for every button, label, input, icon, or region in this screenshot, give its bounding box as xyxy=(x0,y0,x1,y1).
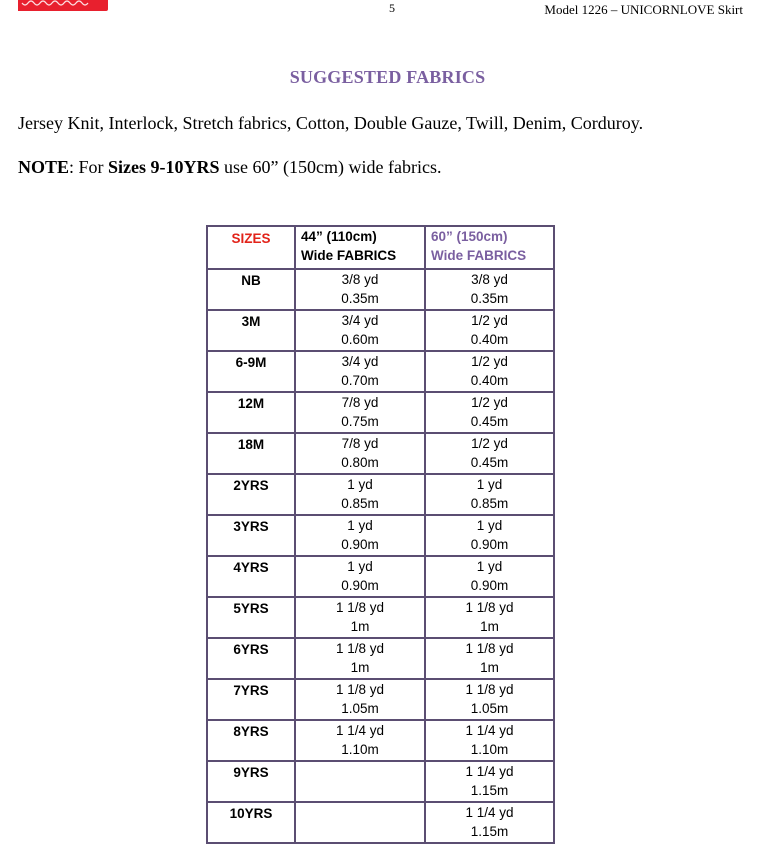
header-44-line2: Wide FABRICS xyxy=(301,248,397,263)
section-title: SUGGESTED FABRICS xyxy=(289,67,486,87)
wide-60-meters: 1.10m xyxy=(470,742,509,757)
wide-60-meters: 0.85m xyxy=(470,496,509,511)
wide-44-meters: 0.85m xyxy=(341,496,379,511)
table-row xyxy=(207,351,554,392)
model-title: Model 1226 – UNICORNLOVE Skirt xyxy=(544,2,743,17)
wide-60-yards: 1 1/8 yd xyxy=(465,682,514,697)
table-row xyxy=(207,392,554,433)
table-row xyxy=(207,761,554,802)
wide-44-cell xyxy=(295,310,425,351)
wide-60-meters: 1m xyxy=(480,619,499,634)
wide-44-cell xyxy=(295,720,425,761)
table-row xyxy=(207,679,554,720)
wide-44-meters: 0.60m xyxy=(341,332,379,347)
wide-60-meters: 1.15m xyxy=(470,824,509,839)
wide-60-cell xyxy=(425,392,554,433)
logo-script-mark xyxy=(18,0,108,11)
wide-60-yards: 1 1/4 yd xyxy=(465,723,514,738)
size-label: 18M xyxy=(237,437,265,452)
page-number: 5 xyxy=(389,1,395,15)
wide-60-meters: 0.90m xyxy=(470,537,509,552)
table-row xyxy=(207,515,554,556)
wide-60-yards: 1 yd xyxy=(476,518,503,533)
wide-60-meters: 1m xyxy=(480,660,499,675)
size-label: 6-9M xyxy=(235,355,267,370)
wide-60-cell xyxy=(425,269,554,310)
wide-60-cell xyxy=(425,515,554,556)
size-cell xyxy=(207,433,295,474)
size-cell xyxy=(207,556,295,597)
size-label: 9YRS xyxy=(233,765,269,780)
wide-60-yards: 1 1/8 yd xyxy=(465,600,514,615)
size-cell xyxy=(207,474,295,515)
size-label: NB xyxy=(241,273,261,288)
table-row xyxy=(207,310,554,351)
wide-60-cell xyxy=(425,433,554,474)
wide-44-meters: 0.90m xyxy=(341,578,379,593)
wide-44-cell xyxy=(295,515,425,556)
table-row xyxy=(207,556,554,597)
size-label: 12M xyxy=(237,396,265,411)
brand-logo xyxy=(18,0,108,11)
wide-60-cell xyxy=(425,720,554,761)
wide-44-yards: 3/8 yd xyxy=(341,272,379,287)
wide-44-cell xyxy=(295,392,425,433)
size-label: 5YRS xyxy=(233,601,269,616)
table-row xyxy=(207,802,554,843)
table-header-row xyxy=(207,226,554,269)
header-60-line2: Wide FABRICS xyxy=(431,248,527,263)
wide-44-cell xyxy=(295,433,425,474)
size-cell xyxy=(207,392,295,433)
size-label: 6YRS xyxy=(233,642,269,657)
wide-60-yards: 1/2 yd xyxy=(471,313,508,328)
wide-44-meters: 1m xyxy=(350,660,370,675)
wide-60-yards: 1/2 yd xyxy=(471,354,508,369)
wide-44-meters: 0.90m xyxy=(341,537,379,552)
wide-44-meters: 1m xyxy=(350,619,370,634)
size-label: 7YRS xyxy=(233,683,269,698)
wide-44-cell xyxy=(295,679,425,720)
size-cell xyxy=(207,720,295,761)
note-text-before: : For xyxy=(69,157,109,177)
size-cell xyxy=(207,638,295,679)
wide-44-meters: 0.70m xyxy=(341,373,379,388)
wide-44-yards: 1 yd xyxy=(347,559,373,574)
wide-60-yards: 1 yd xyxy=(476,559,503,574)
size-cell xyxy=(207,351,295,392)
table-row xyxy=(207,474,554,515)
size-label: 8YRS xyxy=(233,724,269,739)
wide-60-cell xyxy=(425,638,554,679)
wide-60-yards: 3/8 yd xyxy=(471,272,508,287)
fabric-requirements-table xyxy=(206,225,555,844)
wide-44-cell xyxy=(295,802,425,843)
wide-44-meters: 1.05m xyxy=(341,701,379,716)
header-sizes: SIZES xyxy=(231,231,271,246)
wide-44-yards: 1 1/8 yd xyxy=(335,600,385,615)
header-60-line1: 60” (150cm) xyxy=(431,229,508,244)
note-sizes: Sizes 9-10YRS xyxy=(108,157,220,177)
table-row xyxy=(207,597,554,638)
header-sizes-cell xyxy=(207,226,295,269)
wide-44-meters: 0.35m xyxy=(341,291,379,306)
wide-44-yards: 1 yd xyxy=(347,518,373,533)
wide-44-yards: 1 1/8 yd xyxy=(335,682,385,697)
wide-44-cell xyxy=(295,638,425,679)
wide-44-cell xyxy=(295,556,425,597)
table-row xyxy=(207,720,554,761)
wide-44-cell xyxy=(295,351,425,392)
wide-60-cell xyxy=(425,351,554,392)
table-row xyxy=(207,269,554,310)
size-label: 2YRS xyxy=(233,478,269,493)
wide-60-meters: 0.45m xyxy=(470,455,509,470)
note-label: NOTE xyxy=(18,157,70,177)
size-label: 3YRS xyxy=(233,519,269,534)
suggested-fabrics-list: Jersey Knit, Interlock, Stretch fabrics, Cotton, Double Gauze, Twill, Denim, Corduroy. xyxy=(18,113,644,133)
wide-60-cell xyxy=(425,802,554,843)
wide-44-cell xyxy=(295,269,425,310)
wide-60-yards: 1/2 yd xyxy=(471,436,508,451)
header-44-cell xyxy=(295,226,425,269)
table-row xyxy=(207,638,554,679)
size-cell xyxy=(207,515,295,556)
size-cell xyxy=(207,310,295,351)
wide-60-meters: 0.90m xyxy=(470,578,509,593)
wide-60-meters: 0.35m xyxy=(470,291,509,306)
wide-44-yards: 1 1/8 yd xyxy=(335,641,385,656)
wide-44-meters: 1.10m xyxy=(341,742,379,757)
note-paragraph xyxy=(18,157,441,178)
wide-60-cell xyxy=(425,310,554,351)
wide-60-meters: 0.40m xyxy=(470,373,509,388)
wide-60-meters: 0.45m xyxy=(470,414,509,429)
wide-44-cell xyxy=(295,474,425,515)
size-cell xyxy=(207,679,295,720)
wide-44-yards: 1 1/4 yd xyxy=(335,723,385,738)
size-cell xyxy=(207,597,295,638)
wide-44-yards: 7/8 yd xyxy=(341,395,379,410)
wide-60-yards: 1 1/4 yd xyxy=(465,764,514,779)
wide-44-yards: 7/8 yd xyxy=(341,436,379,451)
wide-60-meters: 1.15m xyxy=(470,783,509,798)
wide-60-meters: 1.05m xyxy=(470,701,509,716)
wide-44-yards: 1 yd xyxy=(347,477,373,492)
wide-44-cell xyxy=(295,597,425,638)
wide-60-cell xyxy=(425,474,554,515)
size-label: 10YRS xyxy=(229,806,273,821)
wide-60-cell xyxy=(425,761,554,802)
size-label: 3M xyxy=(241,314,261,329)
wide-60-yards: 1 yd xyxy=(476,477,503,492)
wide-44-meters: 0.75m xyxy=(341,414,379,429)
header-44-line1: 44” (110cm) xyxy=(301,229,377,244)
table-row xyxy=(207,433,554,474)
size-cell xyxy=(207,761,295,802)
size-cell xyxy=(207,269,295,310)
wide-60-yards: 1/2 yd xyxy=(471,395,508,410)
wide-44-yards: 3/4 yd xyxy=(341,313,379,328)
wide-60-meters: 0.40m xyxy=(470,332,509,347)
wide-44-meters: 0.80m xyxy=(341,455,379,470)
size-cell xyxy=(207,802,295,843)
wide-60-cell xyxy=(425,597,554,638)
wide-44-cell xyxy=(295,761,425,802)
wide-60-cell xyxy=(425,556,554,597)
wide-60-yards: 1 1/8 yd xyxy=(465,641,514,656)
note-text-after: use 60” (150cm) wide fabrics. xyxy=(219,157,442,177)
size-label: 4YRS xyxy=(233,560,269,575)
wide-60-yards: 1 1/4 yd xyxy=(465,805,514,820)
wide-60-cell xyxy=(425,679,554,720)
wide-44-yards: 3/4 yd xyxy=(341,354,379,369)
header-60-cell xyxy=(425,226,554,269)
